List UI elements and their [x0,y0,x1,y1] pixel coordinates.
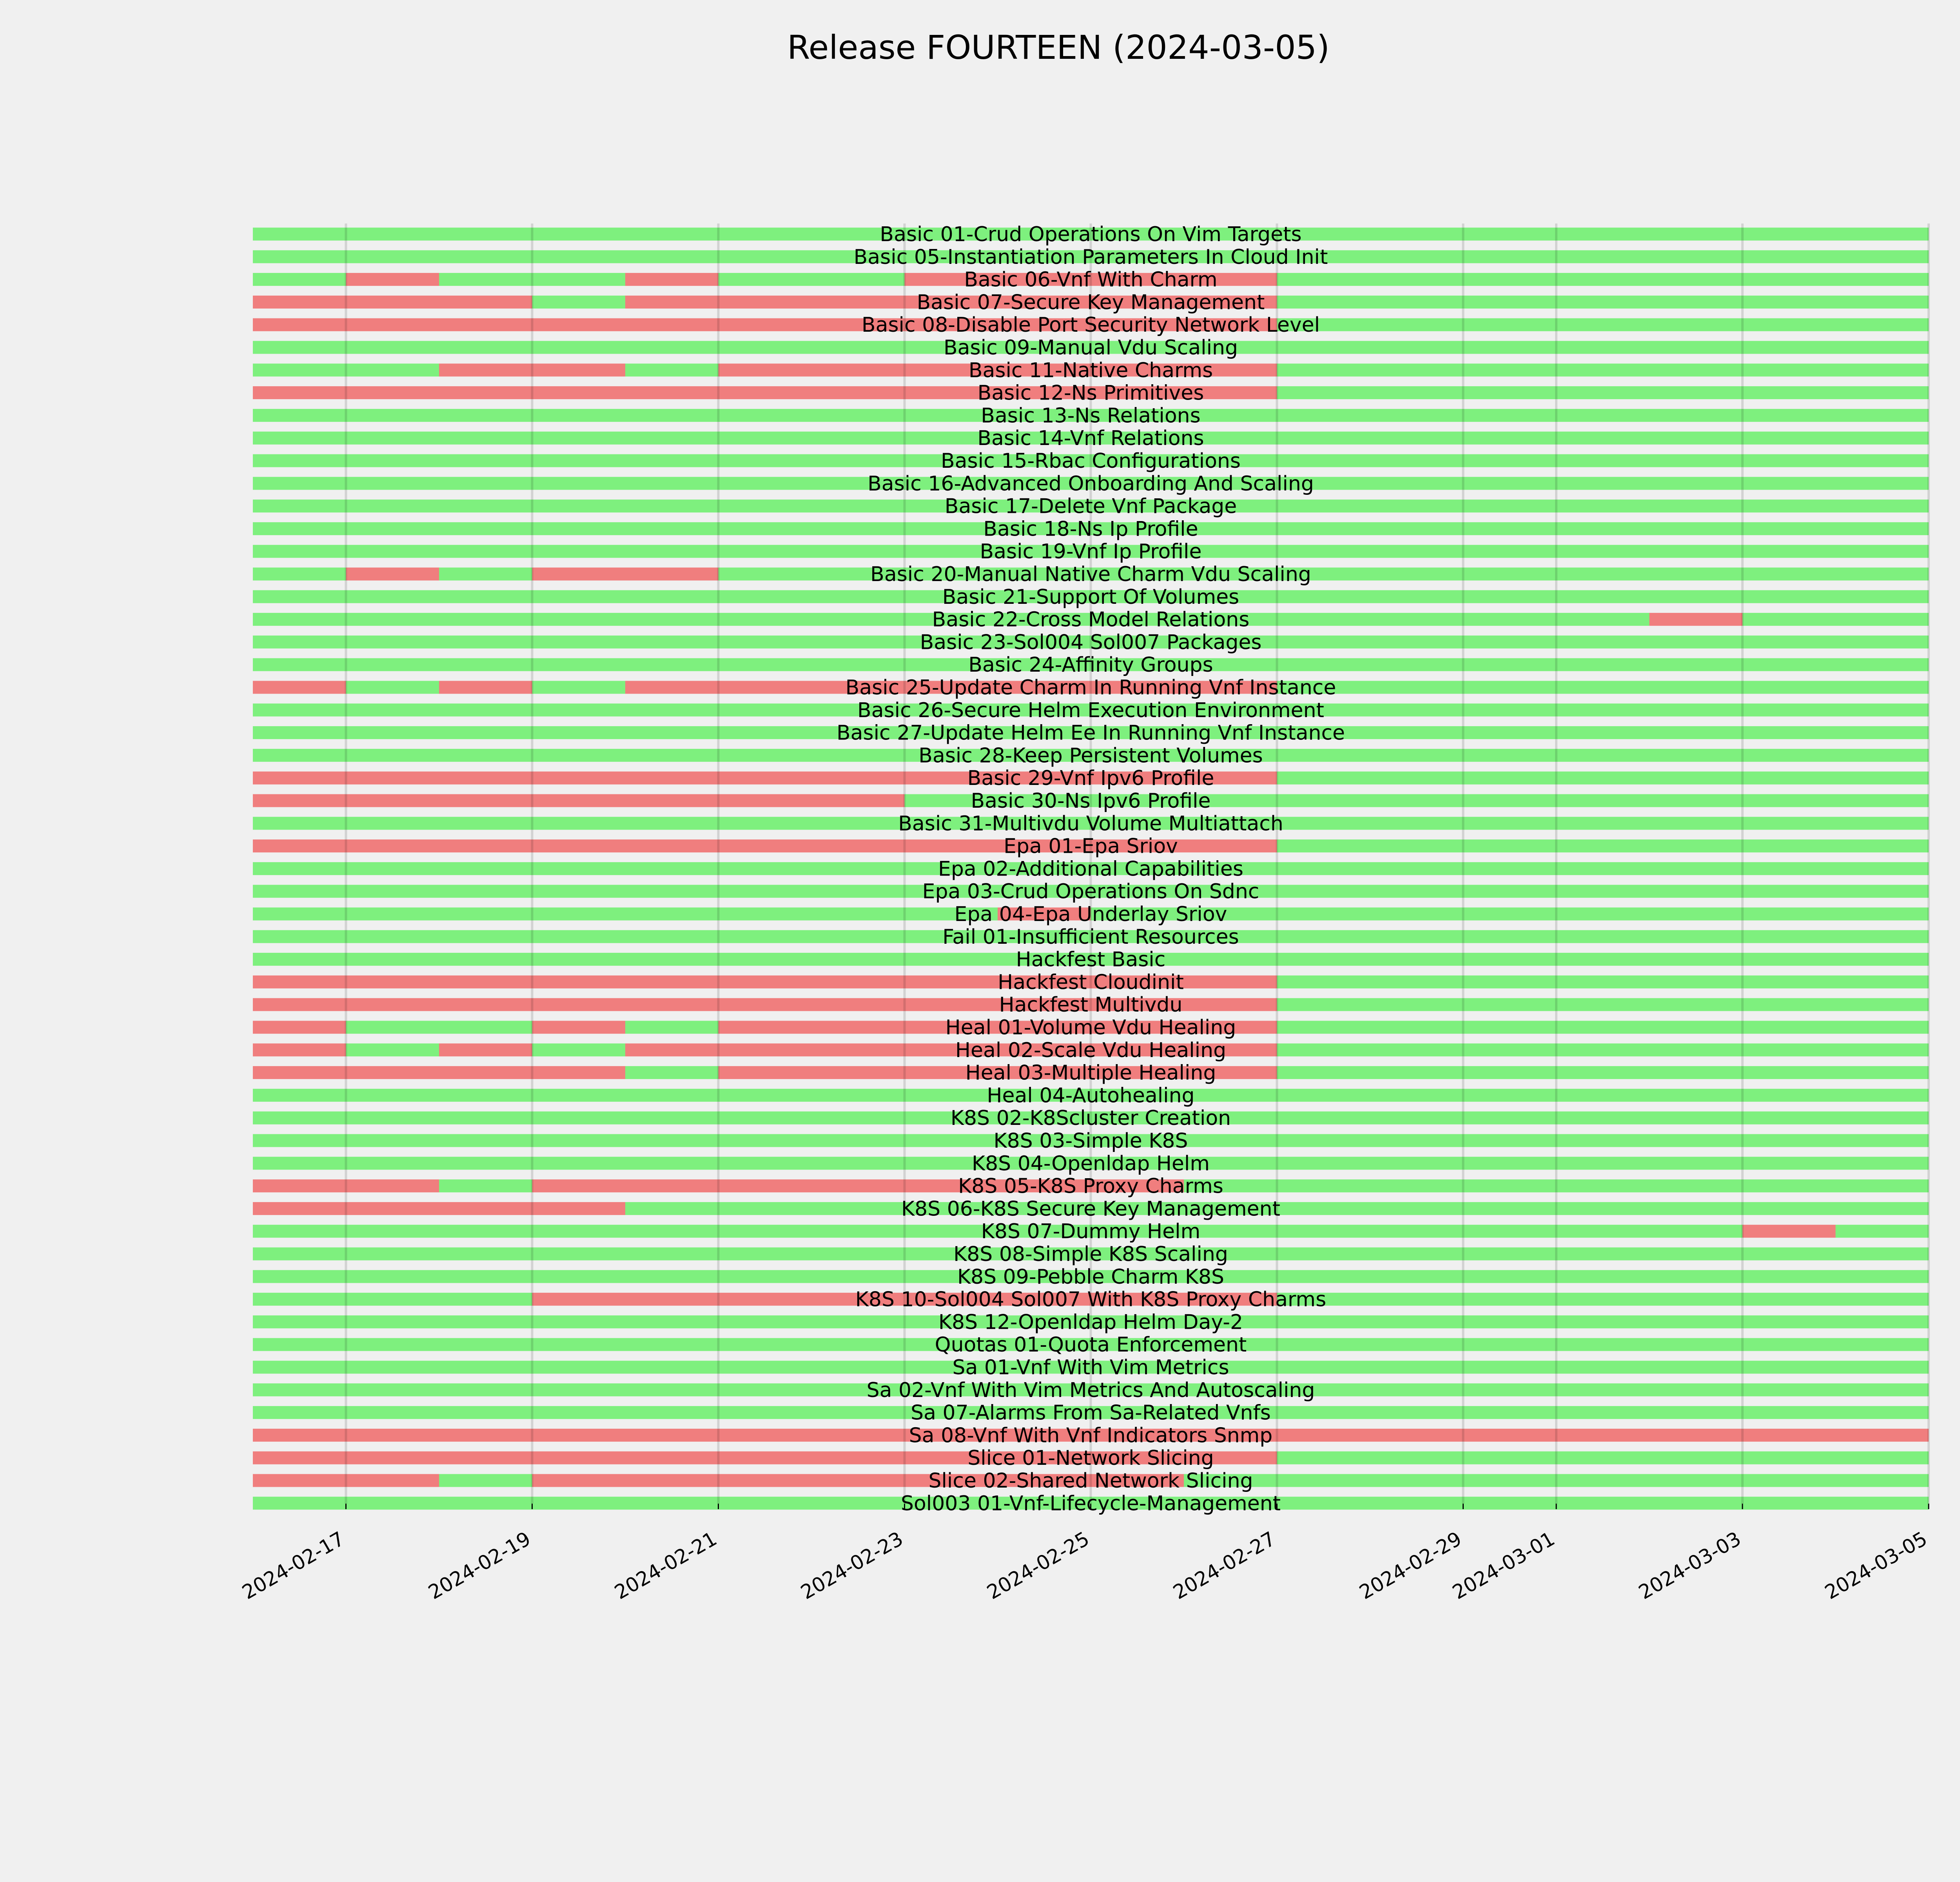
status-bar-segment [532,1021,626,1034]
status-bar-segment [1742,1225,1836,1238]
row-label: K8S 08-Simple K8S Scaling [953,1243,1228,1266]
x-tick-label: 2024-02-29 [1355,1527,1466,1604]
status-bar-segment [1277,1293,1929,1306]
row-label: Hackfest Basic [1016,948,1166,972]
row-label: K8S 09-Pebble Charm K8S [957,1265,1225,1289]
status-bar-segment [346,681,439,694]
status-bar-segment [1277,1043,1929,1056]
status-bar-segment [253,1021,346,1034]
status-bar-segment [346,1021,532,1034]
status-bar-segment [719,273,905,286]
status-bar-segment [253,273,346,286]
row-label: Sol003 01-Vnf-Lifecycle-Management [900,1491,1281,1515]
x-tick-label: 2024-02-21 [610,1527,721,1604]
row-label: Basic 20-Manual Native Charm Vdu Scaling [870,563,1311,586]
row-label: Basic 22-Cross Model Relations [932,608,1250,632]
status-bar-segment [532,568,719,581]
status-bar-segment [346,568,439,581]
status-bar-segment [1277,1066,1929,1079]
row-label: Sa 02-Vnf With Vim Metrics And Autoscaling [866,1378,1315,1402]
row-label: K8S 10-Sol004 Sol007 With K8S Proxy Charms [855,1288,1327,1312]
status-bar-segment [253,296,532,309]
row-label: Basic 08-Disable Port Security Network Level [861,313,1320,337]
row-label: Basic 21-Support Of Volumes [942,585,1240,609]
row-label: Basic 26-Secure Helm Execution Environment [857,698,1324,722]
status-bar-segment [439,1179,532,1192]
row-label: Basic 23-Sol004 Sol007 Packages [920,630,1262,654]
status-bar-segment [253,794,905,807]
status-bar-segment [439,1043,532,1056]
row-label: Basic 19-Vnf Ip Profile [980,540,1202,564]
x-tick-label: 2024-03-03 [1635,1527,1745,1604]
status-bar-segment [1277,363,1929,376]
status-bar-segment [253,568,346,581]
status-bar-segment [1277,998,1929,1011]
row-label: Basic 05-Instantiation Parameters In Cloud Init [853,245,1328,269]
row-label: Basic 14-Vnf Relations [977,427,1204,451]
status-bar-segment [1277,794,1929,807]
row-label: Slice 02-Shared Network Slicing [928,1469,1253,1493]
x-tick-label: 2024-02-27 [1169,1527,1279,1604]
status-bar-segment [625,1021,719,1034]
chart-title: Release FOURTEEN (2024-03-05) [787,28,1330,67]
row-label: Basic 29-Vnf Ipv6 Profile [967,767,1214,790]
x-tick-label: 2024-03-01 [1448,1527,1559,1604]
status-bar-segment [253,908,998,921]
status-bar-segment [253,1202,625,1215]
row-label: Basic 24-Affinity Groups [968,653,1213,677]
x-tick-label: 2024-02-25 [983,1527,1093,1604]
status-bar-segment [1650,613,1743,626]
row-label: K8S 03-Simple K8S [993,1129,1188,1153]
row-label: Basic 30-Ns Ipv6 Profile [971,789,1211,813]
row-label: Quotas 01-Quota Enforcement [935,1333,1247,1357]
row-label: Basic 28-Keep Persistent Volumes [918,744,1263,768]
row-label: Epa 02-Additional Capabilities [938,857,1243,881]
row-label: Basic 01-Crud Operations On Vim Targets [880,223,1302,246]
status-bar-segment [253,681,346,694]
status-bar-segment [346,273,439,286]
row-label: K8S 02-K8Scluster Creation [950,1106,1231,1130]
x-tick-label: 2024-02-17 [238,1527,348,1604]
status-bar-segment [1277,681,1929,694]
status-bar-segment [1277,273,1929,286]
row-label: Basic 15-Rbac Configurations [941,449,1241,473]
row-label: Heal 04-Autohealing [987,1084,1195,1108]
x-tick-label: 2024-03-05 [1821,1527,1931,1604]
row-label: K8S 05-K8S Proxy Charms [958,1174,1223,1198]
status-bar-segment [1836,1225,1929,1238]
row-label: Epa 04-Epa Underlay Sriov [954,903,1227,926]
row-label: Hackfest Multivdu [999,993,1183,1017]
row-label: Basic 07-Secure Key Management [916,291,1265,314]
row-label: Slice 01-Network Slicing [967,1446,1214,1470]
row-label: K8S 07-Dummy Helm [981,1220,1201,1244]
status-bar-segment [1277,296,1929,309]
row-label: Basic 09-Manual Vdu Scaling [943,336,1238,360]
status-bar-segment [532,1043,626,1056]
row-label: K8S 06-K8S Secure Key Management [901,1197,1281,1221]
status-bar-segment [1277,318,1929,331]
row-label: Hackfest Cloudinit [998,970,1184,994]
row-label: Basic 25-Update Charm In Running Vnf Instance [845,676,1336,699]
row-label: K8S 12-Openldap Helm Day-2 [938,1310,1243,1334]
status-bar-segment [625,1066,719,1079]
status-bar-segment [625,273,719,286]
row-label: Sa 08-Vnf With Vnf Indicators Snmp [909,1424,1273,1448]
status-bar-segment [1277,386,1929,399]
status-bar-segment [1742,613,1929,626]
status-bar-segment [1277,1451,1929,1464]
status-bar-segment [253,1066,625,1079]
row-label: Sa 07-Alarms From Sa-Related Vnfs [911,1401,1271,1425]
row-label: Epa 03-Crud Operations On Sdnc [922,880,1259,904]
row-label: Heal 01-Volume Vdu Healing [945,1016,1236,1039]
row-label: Sa 01-Vnf With Vim Metrics [952,1356,1229,1379]
row-label: Basic 31-Multivdu Volume Multiattach [898,812,1283,836]
row-label: Basic 06-Vnf With Charm [964,268,1218,292]
row-label: Basic 18-Ns Ip Profile [983,517,1198,541]
status-bar-segment [1277,1021,1929,1034]
row-label: Basic 17-Delete Vnf Package [944,494,1237,518]
status-bar-segment [253,1043,346,1056]
row-label: Epa 01-Epa Sriov [1004,834,1178,858]
status-bar-segment [625,363,719,376]
row-label: Heal 02-Scale Vdu Healing [955,1038,1227,1062]
x-tick-label: 2024-02-23 [797,1527,907,1604]
row-label: Basic 13-Ns Relations [981,404,1201,428]
status-bar-segment [1277,839,1929,852]
x-axis-ticks [238,1504,1931,1604]
status-bar-segment [253,1293,532,1306]
row-label: Fail 01-Insufficient Resources [942,925,1239,949]
x-tick-label: 2024-02-19 [424,1527,535,1604]
status-bar-segment [532,681,626,694]
row-label: Basic 27-Update Helm Ee In Running Vnf Instance [836,721,1345,745]
status-bar-segment [439,568,532,581]
status-bar-segment [346,1043,439,1056]
row-label: K8S 04-Openldap Helm [971,1152,1210,1175]
status-bar-segment [439,681,532,694]
row-label: Basic 11-Native Charms [968,358,1213,382]
row-label: Basic 16-Advanced Onboarding And Scaling [867,472,1314,496]
status-bar-segment [1277,976,1929,988]
row-label: Basic 12-Ns Primitives [977,381,1204,405]
status-bar-segment [1277,772,1929,785]
status-bar-segment [532,296,626,309]
row-label: Heal 03-Multiple Healing [965,1061,1216,1085]
status-bar-segment [439,1474,532,1487]
